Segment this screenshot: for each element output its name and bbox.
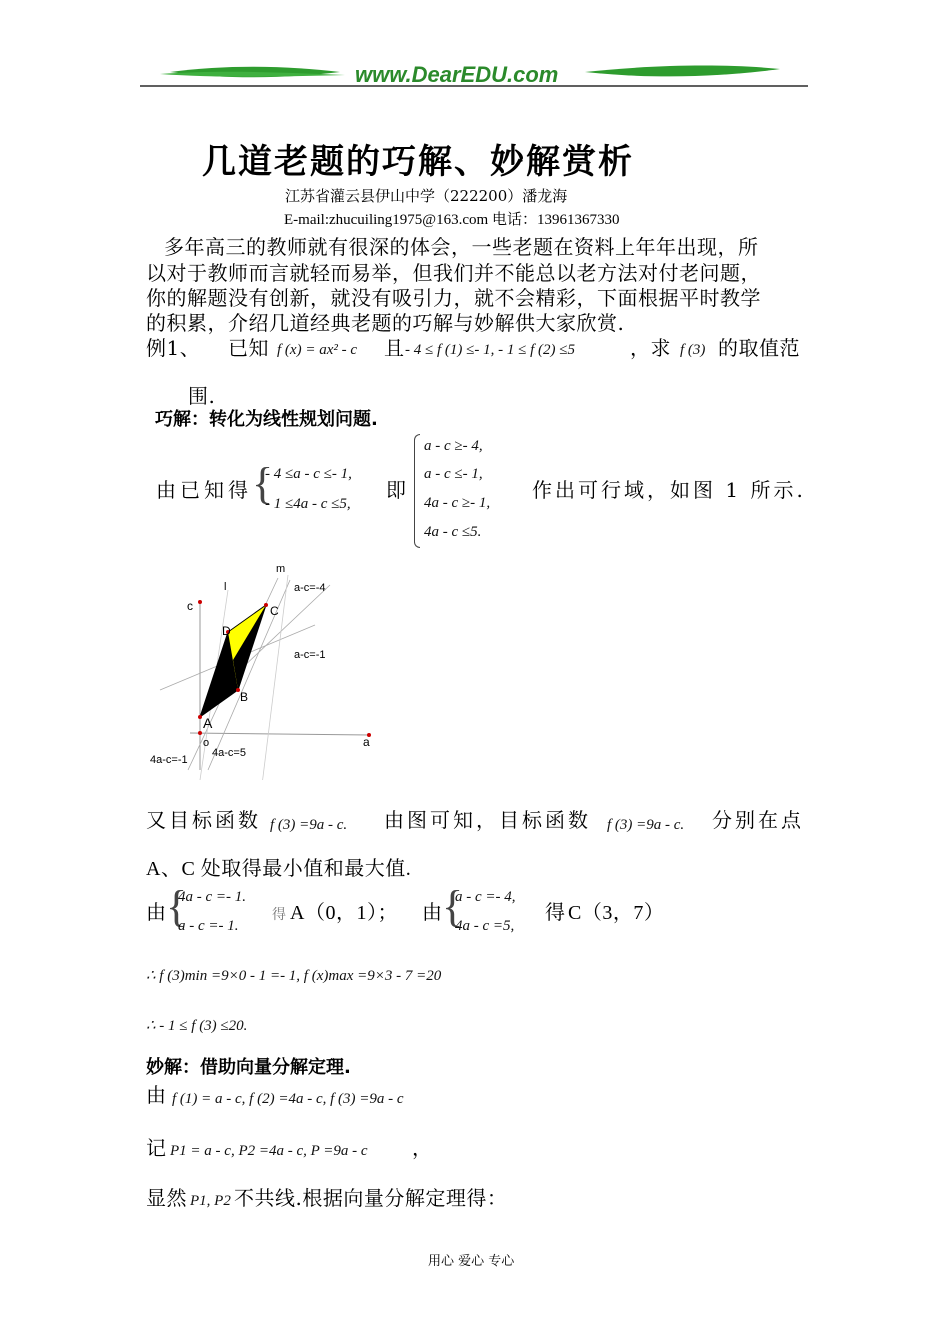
intro-line: 多年高三的教师就有很深的体会，一些老题在资料上年年出现，所 (164, 235, 759, 259)
brace: { (252, 459, 274, 508)
system-row: - 4 ≤a - c ≤- 1, (265, 466, 352, 482)
system-row: - 1 ≤4a - c ≤5, (265, 496, 351, 512)
feasible-region-figure (140, 560, 390, 780)
point-a (198, 715, 202, 719)
label-l: l (224, 581, 227, 593)
label-C: C (270, 604, 279, 618)
function-def: f (x) = ax² - c (277, 342, 357, 358)
label-line2: a-c=-1 (294, 649, 326, 661)
label-line1: a-c=-4 (294, 582, 326, 594)
objective-t3: 分别在点 (712, 808, 804, 832)
therefore-min-max: ∴ f (3)min =9×0 - 1 =- 1, f (x)max =9×3 - 7 =20 (146, 968, 442, 984)
objective-t1: 又目标函数 (146, 808, 261, 832)
site-url: www.DearEDU.com (355, 62, 559, 87)
solve-you-2: 由 (422, 900, 443, 924)
label-line4: 4a-c=5 (212, 747, 246, 759)
clever-heading: 巧解：转化为线性规划问题. (155, 409, 378, 430)
intro-line: 以对于教师而言就轻而易举，但我们并不能总以老方法对付老问题， (146, 261, 761, 285)
brace: { (166, 882, 188, 931)
example-label: 例1、 (146, 336, 201, 360)
ji-word: 即 (386, 478, 407, 502)
page-footer: 用心 爱心 专心 (428, 1254, 515, 1269)
example-range: 的取值范 (718, 336, 800, 360)
solve-de-2: 得 (545, 900, 566, 924)
wonderful-you: 由 (146, 1083, 167, 1107)
system-row: a - c =- 1. (178, 918, 239, 934)
contact-line: E-mail:zhucuiling1975@163.com 电话：13961367330 (284, 212, 620, 228)
label-a-axis: a (363, 735, 370, 749)
label-B: B (240, 690, 249, 704)
system-row: a - c ≥- 4, (424, 438, 483, 454)
wonderful-xianran: 显然 (146, 1186, 187, 1210)
example-range-cont: 围. (188, 384, 216, 408)
solve-de: 得 (272, 907, 286, 923)
wonderful-heading: 妙解：借助向量分解定理. (146, 1057, 351, 1078)
f3-expr: f (3) (680, 342, 706, 358)
brace (414, 434, 420, 548)
system-row: 4a - c =- 1. (178, 889, 247, 905)
from-known: 由已知得 (156, 478, 252, 502)
a-axis (190, 733, 370, 735)
example-condition: - 4 ≤ f (1) ≤- 1, - 1 ≤ f (2) ≤5 (405, 342, 575, 358)
objective-line2: A、C 处取得最小值和最大值. (146, 858, 412, 880)
wonderful-equations: f (1) = a - c, f (2) =4a - c, f (3) =9a - c (172, 1091, 404, 1107)
author-line: 江苏省灌云县伊山中学（222200）潘龙海 (285, 187, 568, 205)
label-line3: 4a-c=-1 (150, 754, 188, 766)
label-A: A (203, 715, 213, 731)
system-row: a - c =- 4, (455, 889, 516, 905)
wonderful-definitions: P1 = a - c, P2 =4a - c, P =9a - c (170, 1143, 368, 1159)
label-m: m (276, 563, 286, 575)
label-o: o (203, 737, 210, 749)
system-row: 4a - c =5, (455, 918, 515, 934)
system-row: 4a - c ≥- 1, (424, 495, 491, 511)
page-title: 几道老题的巧解、妙解赏析 (202, 142, 634, 182)
wonderful-comma: ， (412, 1136, 433, 1160)
label-c: c (187, 599, 193, 613)
intro-line: 的积累，介绍几道经典老题的巧解与妙解供大家欣赏. (146, 311, 625, 335)
wonderful-ji: 记 (146, 1136, 167, 1160)
wonderful-p1p2: P1, P2 (190, 1193, 231, 1209)
point-c-coords: C（3，7） (568, 902, 665, 924)
example-and: 且 (384, 336, 405, 360)
system-row: 4a - c ≤5. (424, 524, 482, 540)
intro-line: 你的解题没有创新，就没有吸引力，就不会精彩，下面根据平时教学 (146, 286, 761, 310)
point-c (264, 603, 268, 607)
brace: { (442, 882, 464, 931)
origin-point (198, 731, 202, 735)
c-axis-arrow (198, 600, 202, 604)
therefore-range: ∴ - 1 ≤ f (3) ≤20. (146, 1018, 248, 1034)
example-known: 已知 (228, 336, 269, 360)
feasible-text: 作出可行域，如图 1 所示. (532, 478, 806, 502)
solve-you: 由 (146, 900, 167, 924)
example-ask: ，求 (630, 336, 671, 360)
point-a-coords: A（0，1）； (290, 902, 398, 924)
label-D: D (222, 624, 231, 638)
objective-f2: f (3) =9a - c. (607, 817, 685, 833)
system-row: a - c ≤- 1, (424, 466, 483, 482)
objective-f: f (3) =9a - c. (270, 817, 348, 833)
objective-t2: 由图可知，目标函数 (384, 808, 591, 832)
wonderful-rest: 不共线.根据向量分解定理得： (234, 1186, 508, 1210)
